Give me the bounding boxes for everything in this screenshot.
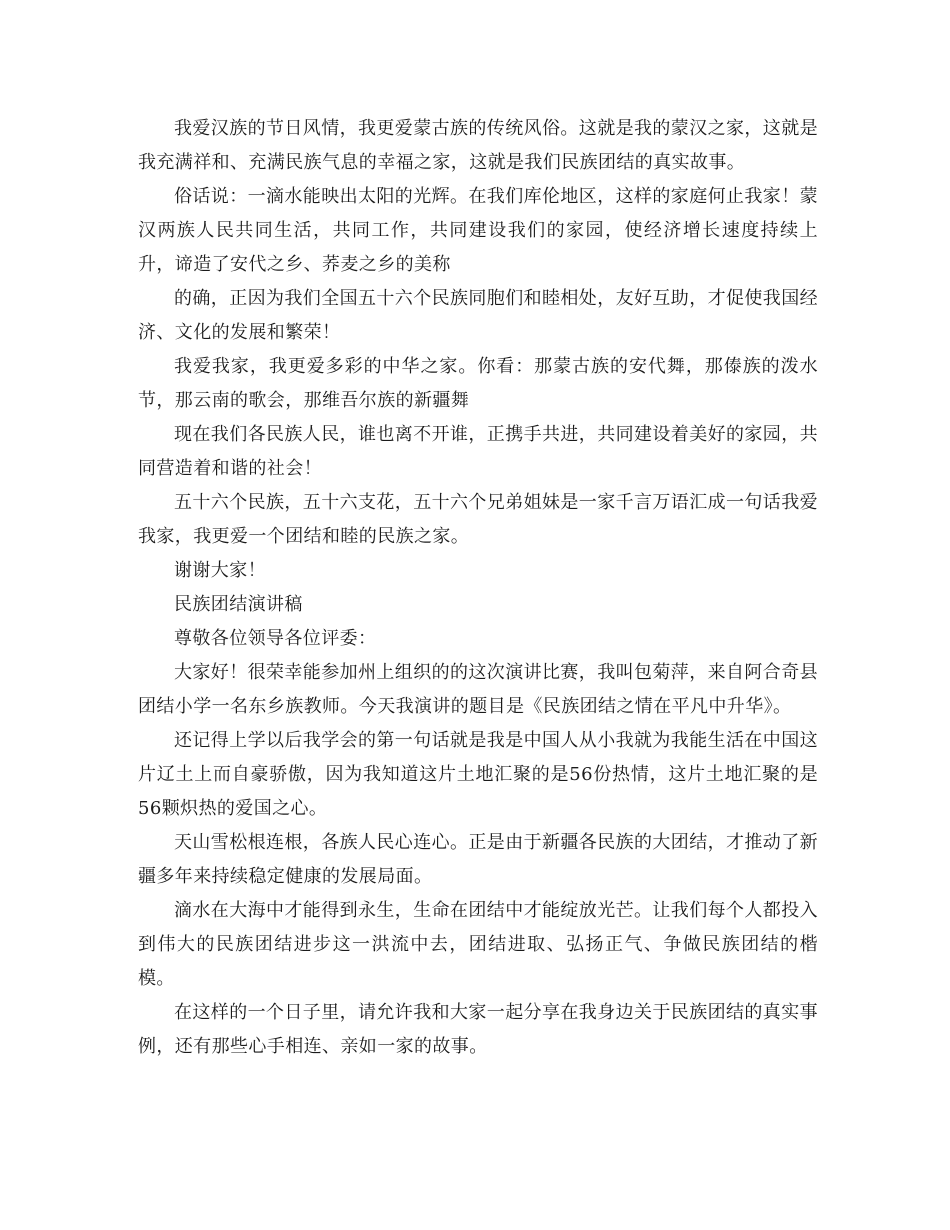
speech-title: 民族团结演讲稿 bbox=[174, 594, 303, 615]
paragraph: 我爱汉族的节日风情，我更爱蒙古族的传统风俗。这就是我的蒙汉之家，这就是我充满祥和、充满民族气息的幸福之家，这就是我们民族团结的真实故事。 bbox=[138, 118, 818, 173]
paragraph: 大家好！很荣幸能参加州上组织的的这次演讲比赛，我叫包菊萍，来自阿合奇县团结小学一名东乡族教师。今天我演讲的题目是《民族团结之情在平凡中升华》。 bbox=[138, 662, 818, 717]
paragraph: 俗话说：一滴水能映出太阳的光辉。在我们库伦地区，这样的家庭何止我家！蒙汉两族人民共同生活，共同工作，共同建设我们的家园，使经济增长速度持续上升，谛造了安代之乡、荞麦之乡的美称 bbox=[138, 186, 818, 275]
paragraph: 的确，正因为我们全国五十六个民族同胞们和睦相处，友好互助，才促使我国经济、文化的发展和繁荣！ bbox=[138, 288, 818, 343]
paragraph: 天山雪松根连根，各族人民心连心。正是由于新疆各民族的大团结，才推动了新疆多年来持续稳定健康的发展局面。 bbox=[138, 832, 818, 887]
paragraph: 在这样的一个日子里，请允许我和大家一起分享在我身边关于民族团结的真实事例，还有那些心手相连、亲如一家的故事。 bbox=[138, 1002, 818, 1057]
closing-thanks: 谢谢大家！ bbox=[174, 560, 266, 581]
document-body bbox=[138, 112, 818, 1064]
paragraph: 我爱我家，我更爱多彩的中华之家。你看：那蒙古族的安代舞，那傣族的泼水节，那云南的歌会，那维吾尔族的新疆舞 bbox=[138, 356, 818, 411]
paragraph: 五十六个民族，五十六支花，五十六个兄弟姐妹是一家千言万语汇成一句话我爱我家，我更爱一个团结和睦的民族之家。 bbox=[138, 492, 818, 547]
paragraph: 还记得上学以后我学会的第一句话就是我是中国人从小我就为我能生活在中国这片辽土上而自豪骄傲，因为我知道这片土地汇聚的是56份热情，这片土地汇聚的是56颗炽热的爱国之心。 bbox=[138, 730, 818, 819]
salutation: 尊敬各位领导各位评委： bbox=[174, 628, 377, 649]
paragraph: 现在我们各民族人民，谁也离不开谁，正携手共进，共同建设着美好的家园，共同营造着和谐的社会！ bbox=[138, 424, 818, 479]
paragraph: 滴水在大海中才能得到永生，生命在团结中才能绽放光芒。让我们每个人都投入到伟大的民族团结进步这一洪流中去，团结进取、弘扬正气、争做民族团结的楷模。 bbox=[138, 900, 818, 989]
